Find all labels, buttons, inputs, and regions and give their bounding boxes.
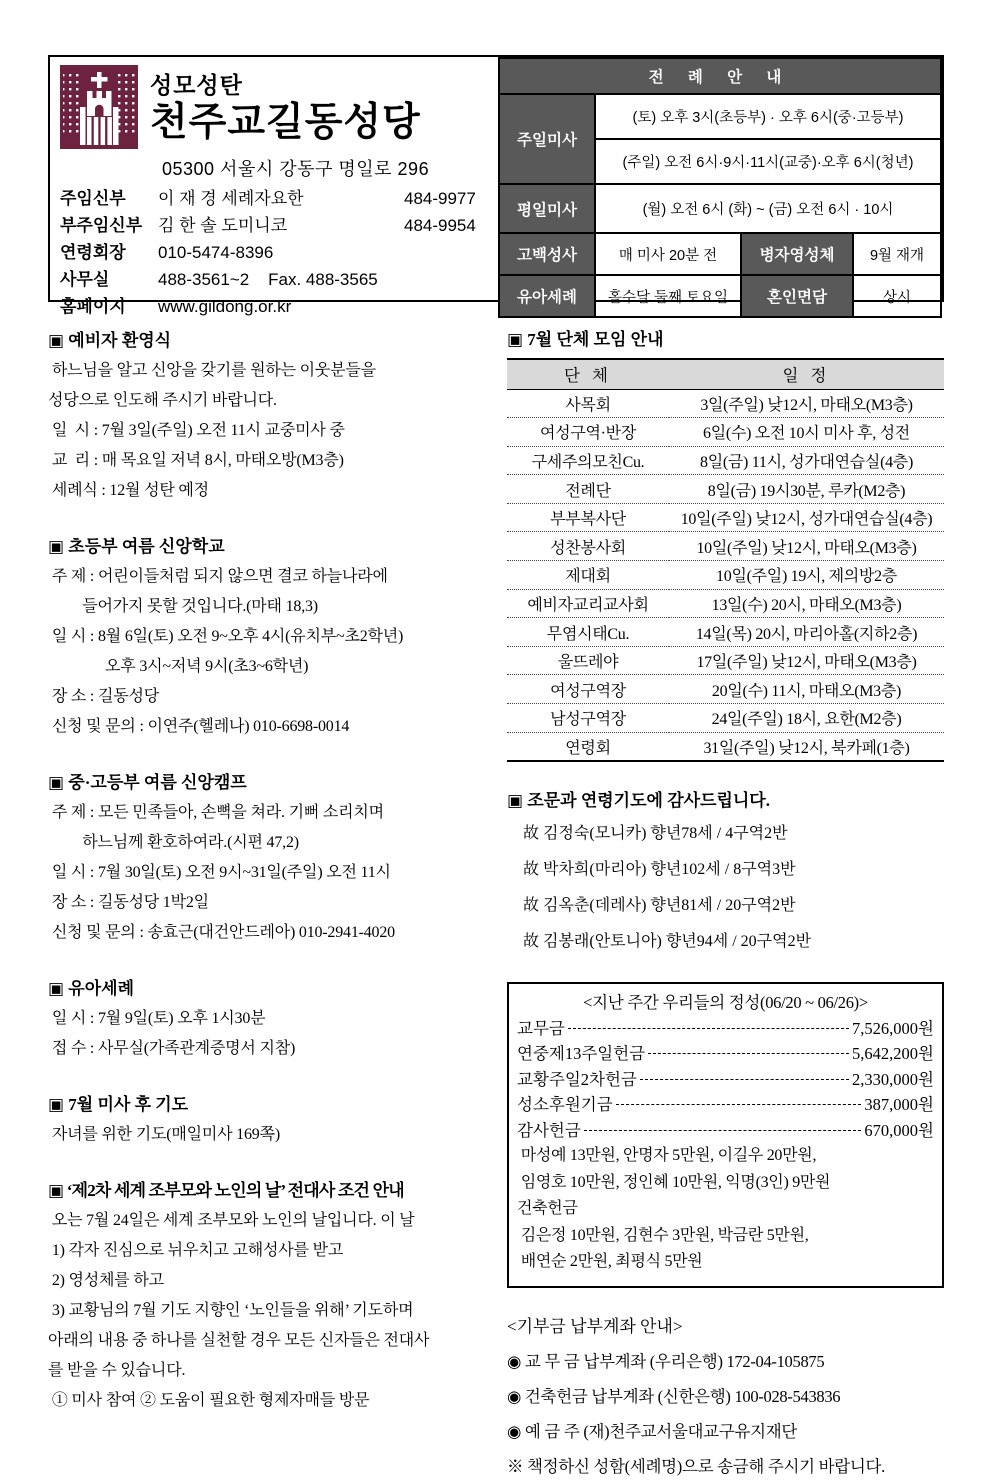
- schedule-cell: 8일(금) 11시, 성가대연습실(4층): [669, 446, 944, 475]
- offering-row: [517, 1118, 934, 1144]
- schedule-cell: 24일(주일) 18시, 요한(M2층): [669, 704, 944, 733]
- group-cell: 사목회: [507, 389, 669, 418]
- section-line: ① 미사 참여 ② 도움이 필요한 형제자매들 방문: [48, 1392, 370, 1409]
- group-cell: 무염시태Cu.: [507, 618, 669, 647]
- offering-amount: 5,642,200원: [852, 1044, 934, 1064]
- section-line: 주 제 : 모든 민족들아, 손뼉을 쳐라. 기뻐 소리치며: [48, 804, 384, 821]
- info-phone: 484-9954: [404, 216, 476, 235]
- info-phone: 484-9977: [404, 189, 476, 208]
- offering-title: <지난 주간 우리들의 정성(06/20 ~ 06/26)>: [583, 992, 868, 1012]
- meeting-row: [507, 646, 944, 675]
- account-line: ※ 책정하신 성함(세례명)으로 송금해 주시기 바랍니다.: [507, 1456, 885, 1476]
- group-cell: 제대회: [507, 561, 669, 590]
- info-phone: [404, 266, 492, 293]
- offering-detail-line: 임영호 10만원, 정인혜 10만원, 익명(3인) 9만원: [517, 1173, 831, 1191]
- schedule-cell: 17일(주일) 낮12시, 마태오(M3층): [669, 646, 944, 675]
- group-cell: 울뜨레야: [507, 646, 669, 675]
- section-line: 신청 및 문의 : 이연주(헬레나) 010-6698-0014: [48, 718, 350, 735]
- info-phone: [404, 239, 492, 266]
- condolence-entry: 故 김정숙(모니카) 향년78세 / 4구역2반: [523, 824, 788, 842]
- meetings-col-schedule: 일 정: [669, 359, 944, 389]
- info-label: 주임신부: [60, 189, 126, 208]
- left-column: [48, 326, 480, 1484]
- offering-detail-line: 마성예 13만원, 안명자 5만원, 이길우 20만원,: [517, 1147, 817, 1165]
- sunday-mass-saturday: (토) 오후 3시(초등부) · 오후 6시(중·고등부): [595, 94, 941, 139]
- mass-schedule-table: [498, 57, 942, 318]
- section-line: 오는 7월 24일은 세계 조부모와 노인의 날입니다. 이 날: [48, 1212, 415, 1229]
- sunday-mass-sunday: (주일) 오전 6시·9시·11시(교중)·오후 6시(청년): [595, 139, 941, 184]
- offering-name: 교황주일2차헌금: [517, 1069, 637, 1089]
- offering-row: [517, 1092, 934, 1118]
- weekday-mass-label: 평일미사: [499, 184, 595, 233]
- info-row-homepage: [60, 293, 492, 320]
- info-label: 연령회장: [60, 243, 126, 262]
- account-line: ◉ 건축헌금 납부계좌 (신한은행) 100-028-543836: [507, 1386, 841, 1406]
- section-line: 주 제 : 어린이들처럼 되지 않으면 결코 하늘나라에: [48, 568, 388, 585]
- marriage-counsel-value: 상시: [853, 275, 941, 317]
- logo-subtitle: 성모성탄: [150, 72, 243, 98]
- section-title: ▣ 유아세례: [48, 979, 134, 998]
- church-logo-icon: [60, 65, 138, 149]
- condolence-title: ▣ 조문과 연령기도에 감사드립니다.: [507, 790, 770, 810]
- offering-amount: 2,330,000원: [852, 1069, 934, 1089]
- info-value: 488-3561~2 Fax. 488-3565: [158, 270, 378, 289]
- section-line: 2) 영성체를 하고: [48, 1272, 164, 1289]
- meetings-table: [507, 358, 944, 762]
- offering-amount: 670,000원: [864, 1120, 934, 1140]
- offering-name: 연중제13주일헌금: [517, 1044, 646, 1064]
- meeting-row: [507, 446, 944, 475]
- section-line: 장 소 : 길동성당: [48, 688, 159, 705]
- section-line: 들어가지 못할 것입니다.(마태 18,3): [48, 598, 318, 615]
- meeting-row: [507, 389, 944, 418]
- section-title: ▣ 예비자 환영식: [48, 331, 172, 350]
- group-cell: 부부복사단: [507, 503, 669, 532]
- church-identity: [50, 57, 498, 316]
- group-cell: 남성구역장: [507, 704, 669, 733]
- offering-row: [517, 1016, 934, 1042]
- meeting-row: [507, 589, 944, 618]
- group-cell: 여성구역·반장: [507, 418, 669, 447]
- meeting-row: [507, 532, 944, 561]
- section-line: 하느님께 환호하여라.(시편 47,2): [48, 834, 299, 851]
- dash-leader: [648, 1053, 849, 1054]
- meetings-header-row: [507, 359, 944, 389]
- section-line: 하느님을 알고 신앙을 갖기를 원하는 이웃분들을: [48, 362, 376, 379]
- schedule-cell: 10일(주일) 19시, 제의방2층: [669, 561, 944, 590]
- section-line: 오후 3시~저녁 9시(초3~6학년): [48, 658, 309, 675]
- section-line: 접 수 : 사무실(가족관계증명서 지참): [48, 1040, 296, 1057]
- schedule-cell: 20일(수) 11시, 마태오(M3층): [669, 675, 944, 704]
- section-line: 아래의 내용 중 하나를 실천할 경우 모든 신자들은 전대사: [48, 1332, 430, 1349]
- offering-amount: 387,000원: [864, 1095, 934, 1115]
- contact-info: [60, 185, 492, 320]
- marriage-counsel-label: 혼인면담: [741, 275, 853, 317]
- schedule-cell: 13일(수) 20시, 마태오(M3층): [669, 589, 944, 618]
- offering-name: 성소후원기금: [517, 1095, 613, 1115]
- offering-detail-line: 건축헌금: [517, 1200, 578, 1218]
- offering-detail-line: 배연순 2만원, 최평식 5만원: [517, 1253, 703, 1271]
- section-line: 자녀를 위한 기도(매일미사 169쪽): [48, 1126, 280, 1143]
- group-cell: 성찬봉사회: [507, 532, 669, 561]
- info-value: 김 한 솔 도미니코: [158, 216, 288, 235]
- logo-row: [60, 65, 492, 149]
- offering-name: 감사헌금: [517, 1120, 581, 1140]
- section-line: 장 소 : 길동성당 1박2일: [48, 894, 209, 911]
- mass-table-title: 전 례 안 내: [499, 58, 941, 94]
- group-cell: 전례단: [507, 475, 669, 504]
- account-title: <기부금 납부계좌 안내>: [507, 1316, 683, 1336]
- meeting-row: [507, 618, 944, 647]
- dash-leader: [568, 1028, 849, 1029]
- section-line: 3) 교황님의 7월 기도 지향인 ‘노인들을 위해’ 기도하며: [48, 1302, 414, 1319]
- account-line: ◉ 예 금 주 (재)천주교서울대교구유지재단: [507, 1421, 798, 1441]
- church-address: 05300 서울시 강동구 명일로 296: [162, 159, 430, 179]
- section-title: ▣ 중·고등부 여름 신앙캠프: [48, 773, 247, 792]
- offering-amount: 7,526,000원: [852, 1018, 934, 1038]
- weekly-offering-box: [507, 982, 944, 1288]
- group-cell: 예비자교리교사회: [507, 589, 669, 618]
- section-grandparents-day-indulgence: [48, 1176, 480, 1416]
- offering-name: 교무금: [517, 1018, 565, 1038]
- section-line: 세례식 : 12월 성탄 예정: [48, 482, 209, 499]
- dash-leader: [616, 1104, 862, 1105]
- offering-row: [517, 1041, 934, 1067]
- logo-text: [150, 65, 421, 147]
- section-line: 일 시 : 7월 3일(주일) 오전 11시 교중미사 중: [48, 422, 345, 439]
- group-cell: 구세주의모친Cu.: [507, 446, 669, 475]
- section-line: 일 시 : 8월 6일(토) 오전 9~오후 4시(유치부~초2학년): [48, 628, 404, 645]
- condolence-entry: 故 김봉래(안토니아) 향년94세 / 20구역2반: [523, 932, 812, 950]
- header: [48, 55, 944, 316]
- schedule-cell: 3일(주일) 낮12시, 마태오(M3층): [669, 389, 944, 418]
- dash-leader: [640, 1079, 849, 1080]
- offering-row: [517, 1067, 934, 1093]
- group-cell: 여성구역장: [507, 675, 669, 704]
- condolence-entry: 故 박차희(마리아) 향년102세 / 8구역3반: [523, 860, 796, 878]
- church-name: 천주교길동성당: [150, 101, 421, 144]
- info-label: 사무실: [60, 270, 110, 289]
- sick-communion-label: 병자영성체: [741, 233, 853, 275]
- infant-baptism-label: 유아세례: [499, 275, 595, 317]
- info-row-office: [60, 266, 492, 293]
- condolence-entry: 故 김옥춘(데레사) 향년81세 / 20구역2반: [523, 896, 796, 914]
- section-title: ▣ ‘제2차 세계 조부모와 노인의 날’ 전대사 조건 안내: [48, 1181, 404, 1200]
- schedule-cell: 10일(주일) 낮12시, 마태오(M3층): [669, 532, 944, 561]
- section-line: 교 리 : 매 목요일 저녁 8시, 마태오방(M3층): [48, 452, 344, 469]
- weekday-mass-value: (월) 오전 6시 (화) ~ (금) 오전 6시 · 10시: [595, 184, 941, 233]
- sunday-mass-label: 주일미사: [499, 94, 595, 184]
- section-line: 신청 및 문의 : 송효근(대건안드레아) 010-2941-4020: [48, 924, 395, 941]
- section-title: ▣ 7월 미사 후 기도: [48, 1095, 189, 1114]
- right-column: [507, 326, 944, 1484]
- section-line: 일 시 : 7월 30일(토) 오전 9시~31일(주일) 오전 11시: [48, 864, 391, 881]
- schedule-cell: 31일(주일) 낮12시, 북카페(1층): [703, 739, 910, 757]
- section-condolence: [507, 786, 944, 960]
- section-donation-account: [507, 1310, 944, 1484]
- section-july-prayer: [48, 1090, 480, 1150]
- info-label: 홈페이지: [60, 297, 126, 316]
- meeting-row: [507, 503, 944, 532]
- meetings-title: ▣ 7월 단체 모임 안내: [507, 330, 664, 349]
- section-line: 일 시 : 7월 9일(토) 오후 1시30분: [48, 1010, 266, 1027]
- info-row-pastor: [60, 185, 492, 212]
- group-cell: 연령회: [565, 739, 611, 757]
- meeting-row: [507, 732, 944, 761]
- offering-detail-line: 김은정 10만원, 김현수 3만원, 박금란 5만원,: [517, 1226, 809, 1244]
- section-line: 를 받을 수 있습니다.: [48, 1362, 186, 1379]
- meeting-row: [507, 704, 944, 733]
- meeting-row: [507, 675, 944, 704]
- sick-communion-value: 9월 재개: [853, 233, 941, 275]
- infant-baptism-value: 홀수달 둘째 토요일: [595, 275, 741, 317]
- body-columns: [48, 326, 944, 1484]
- section-catechumen-welcome: [48, 326, 480, 506]
- section-infant-baptism: [48, 974, 480, 1064]
- schedule-cell: 14일(목) 20시, 마리아홀(지하2층): [669, 618, 944, 647]
- section-line: 1) 각자 진심으로 뉘우치고 고해성사를 받고: [48, 1242, 344, 1259]
- meeting-row: [507, 475, 944, 504]
- schedule-cell: 8일(금) 19시30분, 루카(M2층): [669, 475, 944, 504]
- meetings-col-group: 단 체: [507, 359, 669, 389]
- dash-leader: [584, 1130, 862, 1131]
- homepage-url: www.gildong.or.kr: [158, 297, 292, 316]
- section-youth-summer-camp: [48, 768, 480, 948]
- info-row-assistant-pastor: [60, 212, 492, 239]
- account-line: ◉ 교 무 금 납부계좌 (우리은행) 172-04-105875: [507, 1351, 825, 1371]
- meeting-row: [507, 418, 944, 447]
- schedule-cell: 10일(주일) 낮12시, 성가대연습실(4층): [669, 503, 944, 532]
- info-value: 010-5474-8396: [158, 243, 274, 262]
- info-value: 이 재 경 세례자요한: [158, 189, 304, 208]
- info-label: 부주임신부: [60, 216, 143, 235]
- section-title: ▣ 초등부 여름 신앙학교: [48, 537, 225, 556]
- confession-label: 고백성사: [499, 233, 595, 275]
- meeting-row: [507, 561, 944, 590]
- section-elementary-summer-school: [48, 532, 480, 742]
- confession-value: 매 미사 20분 전: [595, 233, 741, 275]
- info-row-funeral-president: [60, 239, 492, 266]
- schedule-cell: 6일(수) 오전 10시 미사 후, 성전: [669, 418, 944, 447]
- section-line: 성당으로 인도해 주시기 바랍니다.: [48, 392, 277, 409]
